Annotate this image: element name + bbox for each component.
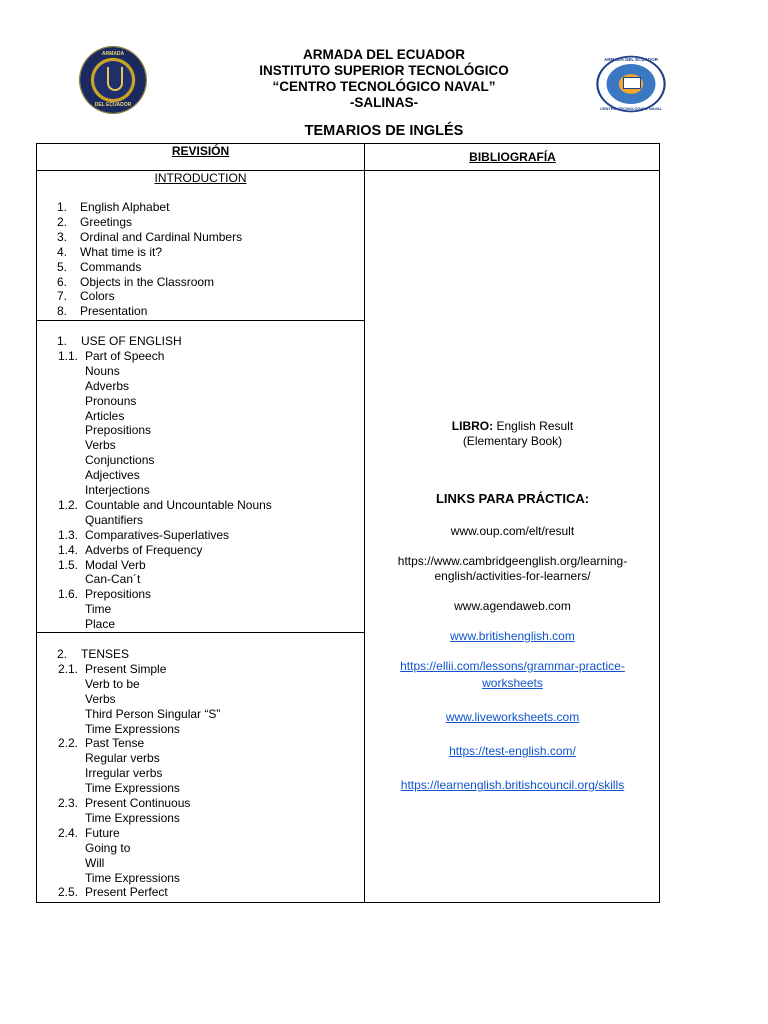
list-item-number: 2.4. — [58, 825, 79, 840]
column-header-bibliography: BIBLIOGRAFÍA — [469, 150, 556, 164]
list-item-text: Time Expressions — [85, 870, 180, 885]
list-item-text: Present Simple — [85, 661, 167, 676]
list-item-number: 2.3. — [58, 796, 79, 810]
list-item-text: Objects in the Classroom — [80, 274, 215, 289]
intro-section-divider — [36, 320, 365, 321]
list-item-text: TENSES — [81, 647, 130, 661]
list-item-text: Third Person Singular “S” — [85, 706, 221, 721]
list-item-text: Going to — [85, 840, 131, 855]
list-item-text: Will — [85, 855, 105, 870]
list-item-number: 6. — [57, 274, 68, 289]
list-item-text: USE OF ENGLISH — [81, 334, 182, 348]
list-item-text: Regular verbs — [85, 751, 160, 766]
list-item-text: Time Expressions — [85, 721, 180, 736]
list-item-number: 1.5. — [58, 557, 79, 572]
link-cambridge-line2: english/activities-for-learners/ — [434, 569, 591, 583]
use-section-divider — [36, 632, 365, 633]
link-oup: www.oup.com/elt/result — [450, 524, 575, 538]
list-item-number: 3. — [57, 229, 68, 244]
list-item-number: 2. — [57, 647, 68, 661]
list-item-text: Irregular verbs — [85, 766, 163, 781]
link-agendaweb: www.agendaweb.com — [454, 599, 571, 613]
list-item-text: Nouns — [85, 363, 120, 378]
naval-center-top-text: ARMADA DEL ECUADOR — [604, 57, 658, 62]
column-header-revision: REVISIÓN — [171, 144, 230, 158]
naval-center-logo — [593, 53, 669, 115]
links-title: LINKS PARA PRÁCTICA: — [435, 491, 590, 506]
book-label: LIBRO: — [451, 419, 494, 433]
list-item-number: 2.5. — [58, 885, 79, 900]
intro-title: INTRODUCTION — [154, 171, 247, 185]
institute-name: INSTITUTO SUPERIOR TECNOLÓGICO — [259, 63, 509, 78]
list-item-text: Modal Verb — [85, 557, 146, 572]
book-subtitle: (Elementary Book) — [462, 434, 563, 448]
list-item-text: Prepositions — [85, 587, 152, 602]
list-item-number: 2.2. — [58, 736, 79, 751]
list-item-text: Presentation — [80, 304, 148, 319]
book-title: English Result — [496, 419, 574, 433]
list-item-number: 1. — [57, 334, 68, 348]
list-item-text: Can-Can´t — [85, 572, 141, 587]
list-item-number: 1. — [57, 200, 68, 214]
list-item-number: 7. — [57, 289, 68, 304]
link-test-english[interactable]: https://test-english.com/ — [449, 744, 576, 758]
navy-seal-bottom-text: DEL ECUADOR — [94, 102, 132, 108]
list-item-number: 5. — [57, 259, 68, 274]
list-item-text: Comparatives-Superlatives — [85, 527, 230, 542]
list-item-text: Place — [85, 617, 116, 632]
list-item-text: Verbs — [85, 691, 116, 706]
location-name: -SALINAS- — [349, 95, 419, 110]
list-item-text: Articles — [85, 408, 125, 423]
list-item-text: Greetings — [80, 214, 133, 229]
list-item-text: Ordinal and Cardinal Numbers — [80, 229, 243, 244]
institution-name: ARMADA DEL ECUADOR — [303, 47, 465, 62]
list-item-text: Time Expressions — [85, 810, 180, 825]
list-item-number: 1.3. — [58, 527, 79, 542]
naval-center-bottom-text: CENTRO TECNOLÓGICO NAVAL — [599, 106, 663, 111]
list-item-text: Adverbs — [85, 378, 130, 393]
list-item-text: Time — [85, 602, 112, 617]
list-item-text: Future — [85, 825, 120, 840]
book-reference — [365, 419, 660, 434]
list-item-text: Countable and Uncountable Nouns — [85, 497, 272, 512]
page-title: TEMARIOS DE INGLÉS — [304, 123, 464, 139]
list-item-text: Prepositions — [85, 423, 152, 438]
list-item-text: Colors — [80, 289, 115, 304]
list-item-number: 1.1. — [58, 348, 79, 363]
list-item-text: Past Tense — [85, 736, 145, 751]
list-item-text: Time Expressions — [85, 781, 180, 796]
list-item-text: Pronouns — [85, 393, 137, 408]
list-item-text: Interjections — [85, 483, 150, 497]
link-britishcouncil[interactable]: https://learnenglish.britishcouncil.org/skills — [400, 778, 625, 792]
link-liveworksheets[interactable]: www.liveworksheets.com — [445, 710, 580, 724]
list-item-text: Verbs — [85, 438, 116, 453]
list-item-number: 8. — [57, 304, 68, 319]
list-item-number: 1.2. — [58, 497, 79, 512]
link-ellii-line2[interactable]: worksheets — [482, 676, 543, 690]
list-item-text: Quantifiers — [85, 512, 144, 527]
list-item-number: 2.1. — [58, 661, 79, 676]
list-item-text: What time is it? — [80, 244, 163, 259]
anchor-icon — [107, 67, 123, 91]
book-icon — [623, 77, 641, 89]
list-item-text: Adverbs of Frequency — [85, 542, 203, 557]
navy-seal-top-text: ARMADA — [101, 51, 125, 57]
list-item-number: 1.4. — [58, 542, 79, 557]
link-cambridge-line1: https://www.cambridgeenglish.org/learning- — [397, 554, 628, 568]
link-ellii-line1[interactable]: https://ellii.com/lessons/grammar-practice- — [400, 659, 625, 673]
list-item-text: Present Continuous — [85, 796, 191, 810]
list-item-text: Conjunctions — [85, 453, 155, 468]
list-item-text: Part of Speech — [85, 348, 165, 363]
list-item-text: English Alphabet — [80, 200, 170, 214]
list-item-number: 2. — [57, 214, 68, 229]
list-item-number: 1.6. — [58, 587, 79, 602]
list-item-text: Verb to be — [85, 676, 140, 691]
navy-seal-logo — [80, 47, 146, 113]
link-britishenglish[interactable]: www.britishenglish.com — [450, 629, 575, 643]
list-item-text: Commands — [80, 259, 142, 274]
list-item-text: Adjectives — [85, 468, 140, 483]
list-item-text: Present Perfect — [85, 885, 168, 900]
center-name: “CENTRO TECNOLÓGICO NAVAL” — [272, 79, 496, 94]
list-item-number: 4. — [57, 244, 68, 259]
